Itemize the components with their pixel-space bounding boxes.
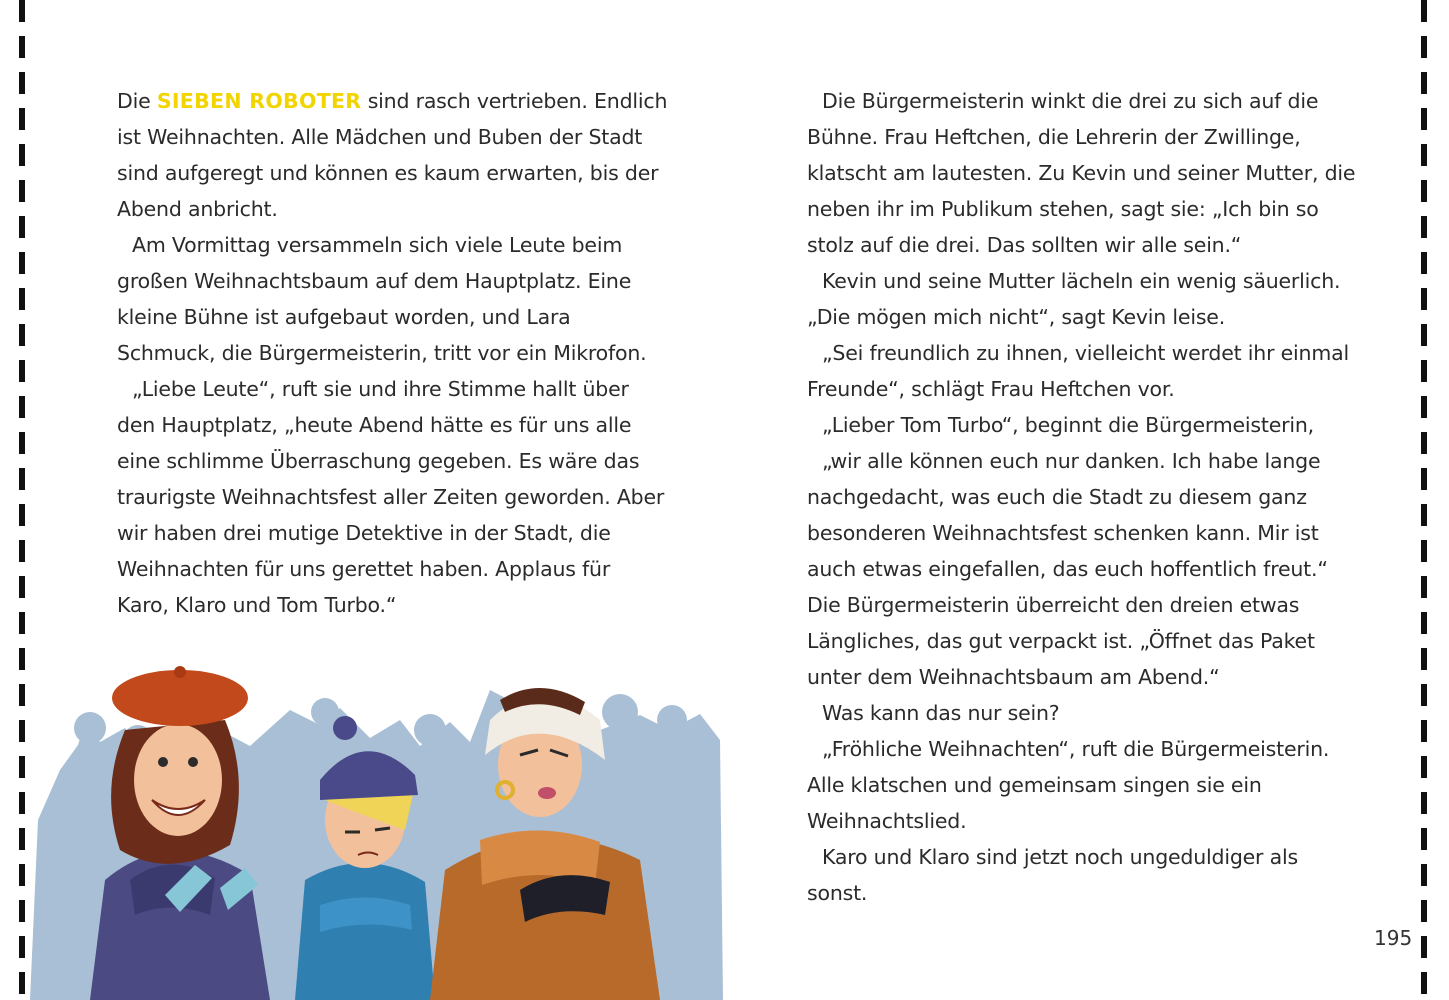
text-line: sonst. [807,881,868,905]
text-line: „Die mögen mich nicht“, sagt Kevin leise. [807,305,1226,329]
text-line: unter dem Weihnachtsbaum am Abend.“ [807,665,1220,689]
left-text-column [117,83,667,623]
text-line: „wir alle können euch nur danken. Ich habe lange [822,449,1321,473]
text-line: Längliches, das gut verpackt ist. „Öffnet das Paket [807,629,1315,653]
text-line [117,83,667,119]
text-line: Die Bürgermeisterin winkt die drei zu sich auf die [822,89,1319,113]
text-line: Am Vormittag versammeln sich viele Leute beim [132,233,623,257]
text-line: Karo und Klaro sind jetzt noch ungeduldiger als [822,845,1298,869]
text-line: Die Bürgermeisterin überreicht den dreien etwas [807,593,1300,617]
text-line: Schmuck, die Bürgermeisterin, tritt vor ein Mikrofon. [117,341,647,365]
text-line: Abend anbricht. [117,197,278,221]
text-line: auch etwas eingefallen, das euch hoffentlich freut.“ [807,557,1328,581]
text-line: den Hauptplatz, „heute Abend hätte es für uns alle [117,413,632,437]
text-line: stolz auf die drei. Das sollten wir alle sein.“ [807,233,1242,257]
text-line: großen Weihnachtsbaum auf dem Hauptplatz. Eine [117,269,632,293]
text-line: Bühne. Frau Heftchen, die Lehrerin der Zwillinge, [807,125,1301,149]
text-line: Weihnachten für uns gerettet haben. Applaus für [117,557,611,581]
text-line: eine schlimme Überraschung gegeben. Es wäre das [117,449,640,473]
text-line: nachgedacht, was euch die Stadt zu diesem ganz [807,485,1307,509]
text-line: „Liebe Leute“, ruft sie und ihre Stimme hallt über [132,377,629,401]
text-line: besonderen Weihnachtsfest schenken kann. Mir ist [807,521,1319,545]
text-fragment: sind rasch vertrieben. Endlich [361,89,668,113]
text-line: ist Weihnachten. Alle Mädchen und Buben der Stadt [117,125,643,149]
page-number: 195 [1374,926,1413,950]
text-line: Freunde“, schlägt Frau Heftchen vor. [807,377,1175,401]
right-dashed-border [1421,0,1427,1000]
text-line: traurigste Weihnachtsfest aller Zeiten geworden. Aber [117,485,665,509]
text-line: „Fröhliche Weihnachten“, ruft die Bürgermeisterin. [822,737,1330,761]
text-line: Weihnachtslied. [807,809,967,833]
illustration-three-characters [20,650,725,1000]
text-line: klatscht am lautesten. Zu Kevin und seiner Mutter, die [807,161,1356,185]
text-fragment: Die [117,89,157,113]
highlighted-term: SIEBEN ROBOTER [156,89,362,113]
text-line: Was kann das nur sein? [822,701,1060,725]
text-line: neben ihr im Publikum stehen, sagt sie: „Ich bin so [807,197,1319,221]
text-line: „Sei freundlich zu ihnen, vielleicht werdet ihr einmal [822,341,1349,365]
text-line: Alle klatschen und gemeinsam singen sie ein [807,773,1262,797]
text-line: kleine Bühne ist aufgebaut worden, und Lara [117,305,571,329]
text-line: sind aufgeregt und können es kaum erwarten, bis der [117,161,659,185]
text-line: Kevin und seine Mutter lächeln ein wenig säuerlich. [822,269,1341,293]
text-line: Karo, Klaro und Tom Turbo.“ [117,593,397,617]
text-line: „Lieber Tom Turbo“, beginnt die Bürgermeisterin, [822,413,1314,437]
text-line: wir haben drei mutige Detektive in der Stadt, die [117,521,611,545]
right-text-column [807,83,1355,911]
